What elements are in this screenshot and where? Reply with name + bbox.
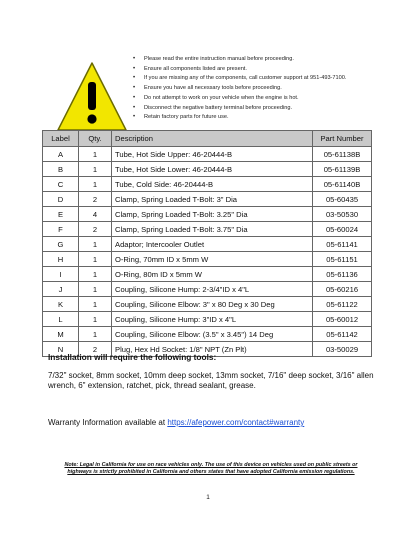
table-row xyxy=(43,162,372,177)
cell-qty: 2 xyxy=(79,222,112,237)
cell-label: A xyxy=(43,147,79,162)
warning-icon xyxy=(56,60,128,134)
cell-description: Coupling, Silicone Hump: 2-3/4"ID x 4"L xyxy=(112,282,313,297)
cell-description: Clamp, Spring Loaded T-Bolt: 3.25" Dia xyxy=(112,207,313,222)
legal-note: Note: Legal in California for use on race vehicles only. The use of this device on vehicles used on public streets or highways is strictly prohibited in California and others states that have adopted California emission regulations. xyxy=(64,462,358,475)
cell-qty: 1 xyxy=(79,237,112,252)
cell-part-number: 03-50029 xyxy=(313,342,372,357)
parts-table xyxy=(42,130,372,357)
cell-part-number: 05-60435 xyxy=(313,192,372,207)
warranty-link[interactable]: https://afepower.com/contact#warranty xyxy=(167,418,305,427)
column-header-label: Label xyxy=(43,131,79,147)
cell-part-number: 05-61138B xyxy=(313,147,372,162)
cell-part-number: 05-60024 xyxy=(313,222,372,237)
cell-description: Adaptor; Intercooler Outlet xyxy=(112,237,313,252)
table-row xyxy=(43,177,372,192)
cell-label: C xyxy=(43,177,79,192)
warranty-label: Warranty Information available at xyxy=(48,418,168,427)
cell-description: Clamp, Spring Loaded T-Bolt: 3" Dia xyxy=(112,192,313,207)
cell-label: E xyxy=(43,207,79,222)
table-header-row xyxy=(43,131,372,147)
cell-description: Coupling, Silicone Elbow: 3" x 80 Deg x 30 Deg xyxy=(112,297,313,312)
cell-qty: 1 xyxy=(79,297,112,312)
cell-description: Tube, Hot Side Lower: 46-20444-B xyxy=(112,162,313,177)
table-row xyxy=(43,237,372,252)
cell-description: Tube, Hot Side Upper: 46-20444-B xyxy=(112,147,313,162)
cell-label: G xyxy=(43,237,79,252)
checklist-item: • Retain factory parts for future use. xyxy=(133,113,403,123)
cell-description: O-Ring, 70mm ID x 5mm W xyxy=(112,252,313,267)
cell-part-number: 05-61139B xyxy=(313,162,372,177)
cell-part-number: 05-61136 xyxy=(313,267,372,282)
cell-qty: 1 xyxy=(79,252,112,267)
cell-description: Coupling, Silicone Hump: 3"ID x 4"L xyxy=(112,312,313,327)
cell-qty: 1 xyxy=(79,312,112,327)
cell-qty: 4 xyxy=(79,207,112,222)
table-row xyxy=(43,222,372,237)
warranty-info xyxy=(48,418,304,427)
cell-part-number: 05-61140B xyxy=(313,177,372,192)
cell-description: O-Ring, 80m ID x 5mm W xyxy=(112,267,313,282)
column-header-part-number: Part Number xyxy=(313,131,372,147)
cell-label: M xyxy=(43,327,79,342)
cell-qty: 1 xyxy=(79,162,112,177)
cell-qty: 1 xyxy=(79,282,112,297)
column-header-description: Description xyxy=(112,131,313,147)
cell-part-number: 05-60216 xyxy=(313,282,372,297)
cell-label: H xyxy=(43,252,79,267)
checklist-item: • If you are missing any of the components, call customer support at 951-493-7100. xyxy=(133,74,403,84)
page-number: 1 xyxy=(206,494,210,501)
cell-label: I xyxy=(43,267,79,282)
cell-label: F xyxy=(43,222,79,237)
cell-part-number: 05-61141 xyxy=(313,237,372,252)
checklist-item: • Ensure you have all necessary tools before proceeding. xyxy=(133,84,403,94)
checklist-item: • Disconnect the negative battery terminal before proceeding. xyxy=(133,104,403,114)
table-row xyxy=(43,297,372,312)
cell-label: D xyxy=(43,192,79,207)
cell-part-number: 03-50530 xyxy=(313,207,372,222)
table-row xyxy=(43,312,372,327)
required-tools-list: 7/32" socket, 8mm socket, 10mm deep socket, 13mm socket, 7/16" deep socket, 3/16" allen wrench, 6" extension, ratchet, pick, thread sealant, grease. xyxy=(48,371,374,390)
cell-qty: 2 xyxy=(79,342,112,357)
table-row xyxy=(43,252,372,267)
column-header-qty: Qty. xyxy=(79,131,112,147)
cell-part-number: 05-60012 xyxy=(313,312,372,327)
cell-qty: 1 xyxy=(79,177,112,192)
cell-part-number: 05-61151 xyxy=(313,252,372,267)
cell-label: K xyxy=(43,297,79,312)
table-row xyxy=(43,267,372,282)
cell-label: B xyxy=(43,162,79,177)
checklist-item: • Please read the entire instruction manual before proceeding. xyxy=(133,55,403,65)
table-row xyxy=(43,207,372,222)
cell-part-number: 05-61142 xyxy=(313,327,372,342)
cell-description: Coupling, Silicone Elbow: (3.5" x 3.45") 14 Deg xyxy=(112,327,313,342)
safety-checklist xyxy=(133,55,403,123)
table-row xyxy=(43,282,372,297)
cell-qty: 1 xyxy=(79,147,112,162)
table-row xyxy=(43,192,372,207)
cell-qty: 2 xyxy=(79,192,112,207)
cell-label: N xyxy=(43,342,79,357)
cell-description: Clamp, Spring Loaded T-Bolt: 3.75" Dia xyxy=(112,222,313,237)
checklist-item: • Ensure all components listed are present. xyxy=(133,65,403,75)
cell-label: L xyxy=(43,312,79,327)
cell-label: J xyxy=(43,282,79,297)
table-row xyxy=(43,147,372,162)
installation-tools-heading: Installation will require the following tools: xyxy=(48,352,217,362)
cell-description: Plug, Hex Hd Socket: 1/8" NPT (Zn Plt) xyxy=(112,342,313,357)
cell-qty: 1 xyxy=(79,267,112,282)
checklist-item: • Do not attempt to work on your vehicle when the engine is hot. xyxy=(133,94,403,104)
table-row xyxy=(43,327,372,342)
cell-part-number: 05-61122 xyxy=(313,297,372,312)
cell-description: Tube, Cold Side: 46-20444-B xyxy=(112,177,313,192)
cell-qty: 1 xyxy=(79,327,112,342)
